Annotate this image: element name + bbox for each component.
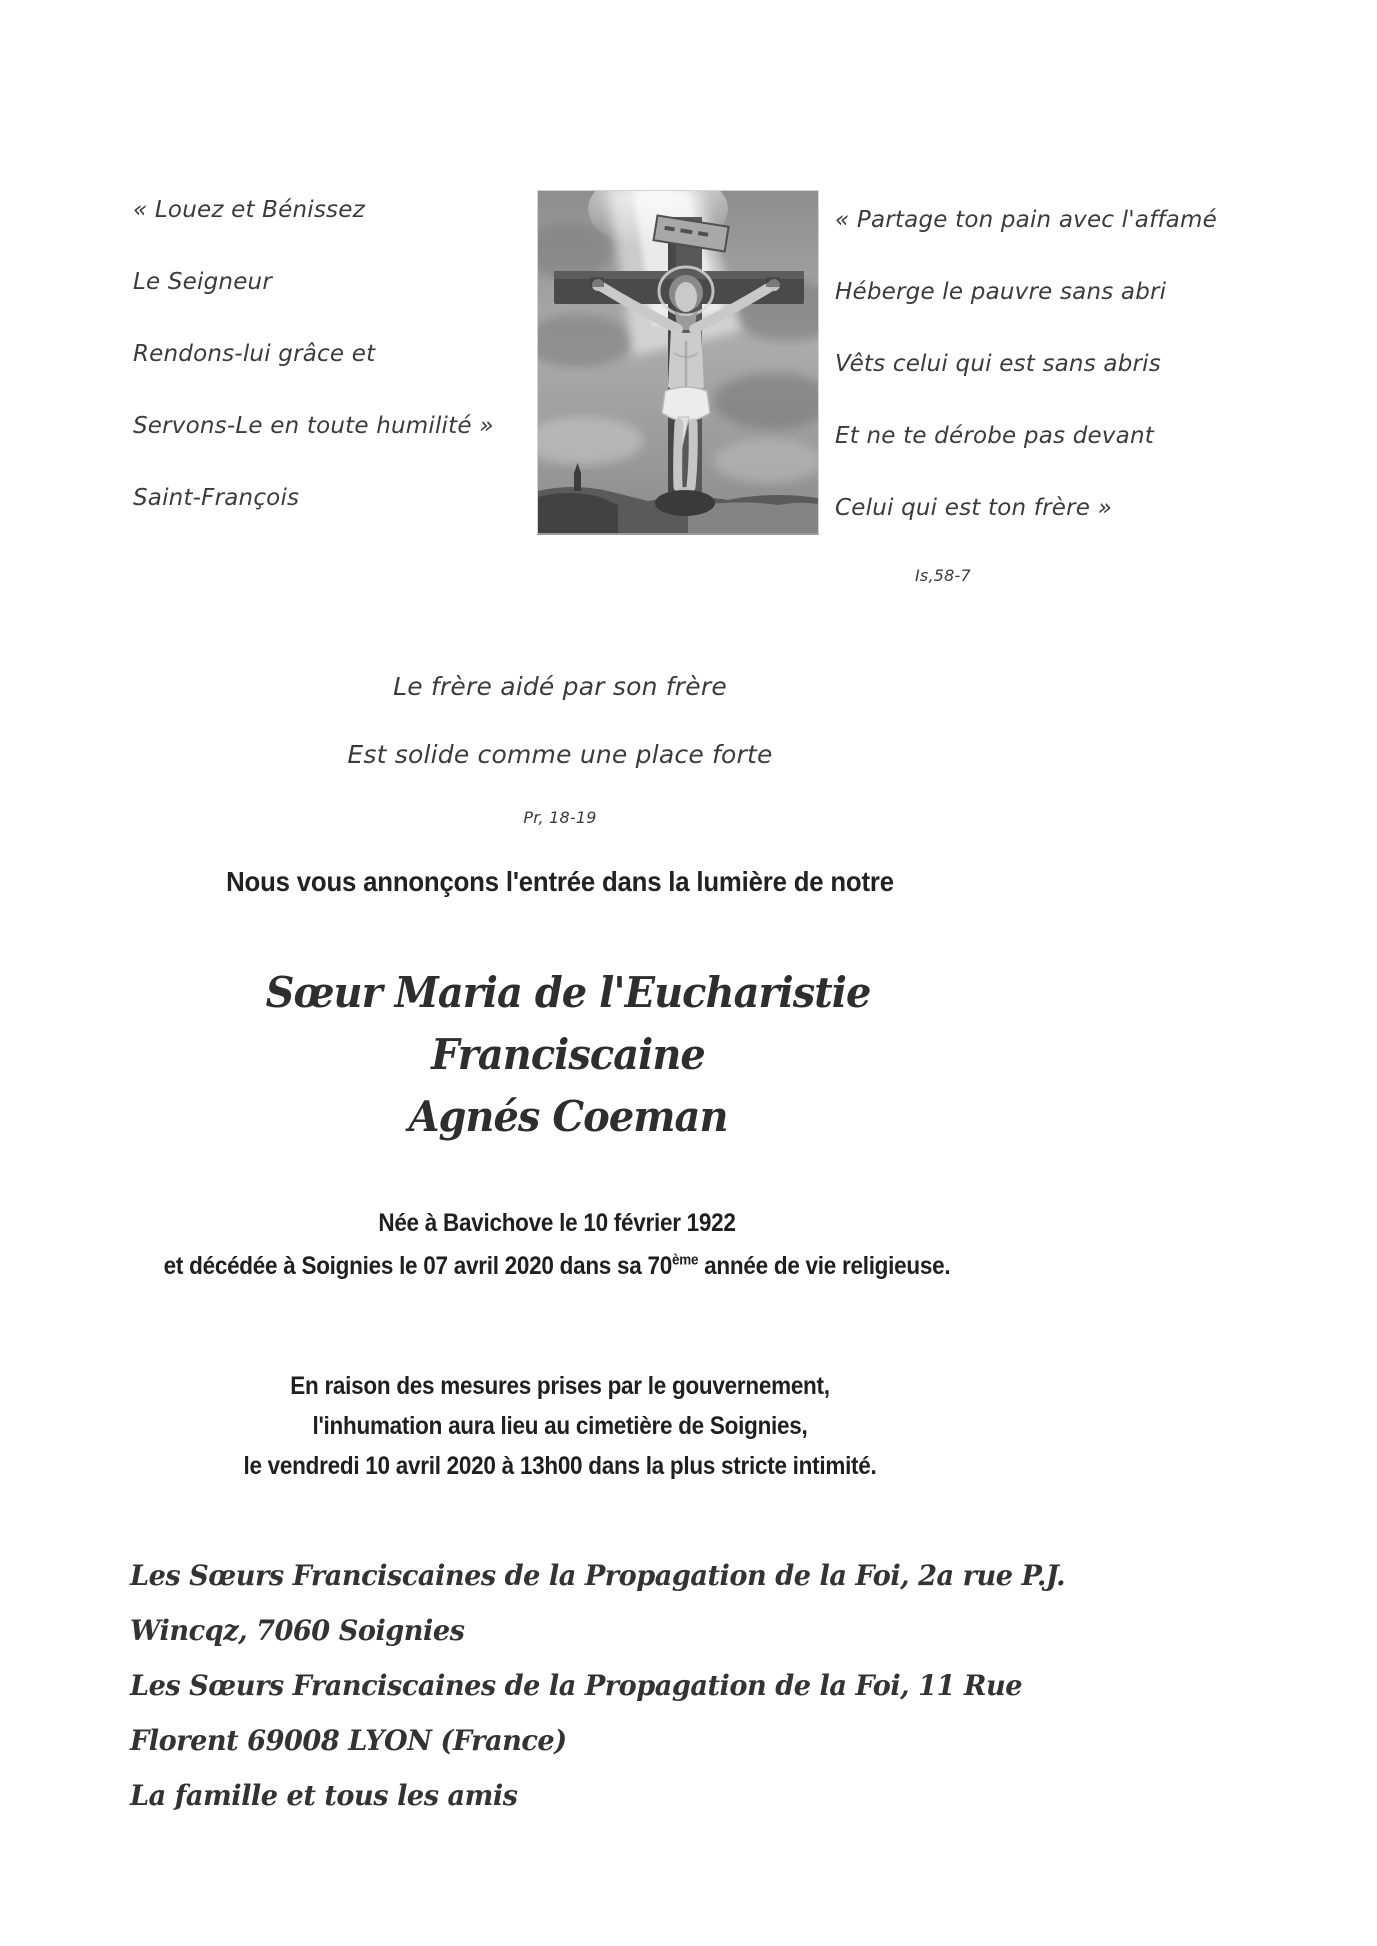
quote-line: Le frère aidé par son frère [393, 672, 727, 701]
deceased-civil-name: Agnés Coeman [408, 1092, 728, 1141]
funeral-info [56, 1366, 1064, 1486]
congregation-address-line: Les Sœurs Franciscaines de la Propagation de la Foi, 2a rue P.J. [130, 1559, 1066, 1592]
quote-attribution-saint-francois: Saint-François [133, 485, 300, 511]
scripture-reference-proverbs: Pr, 18-19 [523, 808, 597, 827]
quote-line: Servons-Le en toute humilité » [133, 413, 494, 439]
quote-line: Celui qui est ton frère » [835, 495, 1113, 521]
funeral-info-line: l'inhumation aura lieu au cimetière de Soignies, [312, 1412, 808, 1440]
deceased-order: Franciscaine [431, 1030, 705, 1079]
vital-dates [56, 1202, 1059, 1288]
right-scripture-quote [835, 206, 1355, 585]
death-info [56, 1245, 1059, 1288]
deceased-name-block [28, 962, 1107, 1148]
quote-line: « Partage ton pain avec l'affamé [835, 207, 1217, 233]
announcement-text: Nous vous annonçons l'entrée dans la lumière de notre [226, 866, 894, 897]
birth-info: Née à Bavichove le 10 février 1922 [378, 1209, 736, 1237]
deceased-religious-name: Sœur Maria de l'Eucharistie [265, 968, 871, 1017]
quote-line: Le Seigneur [133, 269, 272, 295]
congregation-address-line: Les Sœurs Franciscaines de la Propagation de la Foi, 11 Rue [130, 1669, 1023, 1702]
funeral-info-line: En raison des mesures prises par le gouvernement, [290, 1372, 830, 1400]
quote-line: « Louez et Bénissez [133, 197, 365, 223]
quote-line: Vêts celui qui est sans abris [835, 351, 1161, 377]
death-info-text: année de vie religieuse. [698, 1252, 951, 1280]
quote-line: Est solide comme une place forte [347, 740, 773, 769]
family-signature-block [130, 1548, 1066, 1823]
crucifixion-illustration [538, 191, 818, 533]
left-scripture-quote [133, 196, 533, 556]
congregation-address-line: Wincqz, 7060 Soignies [130, 1614, 465, 1647]
scripture-reference-isaiah: Is,58-7 [915, 566, 971, 585]
center-scripture-quote [0, 672, 1120, 827]
death-info-text: et décédée à Soignies le 07 avril 2020 dans sa 70 [163, 1252, 672, 1280]
quote-line: Et ne te dérobe pas devant [835, 423, 1154, 449]
congregation-address-line: Florent 69008 LYON (France) [130, 1724, 567, 1757]
quote-line: Héberge le pauvre sans abri [835, 279, 1167, 305]
crucifixion-image [537, 190, 819, 535]
ordinal-superscript: ème [671, 1251, 699, 1269]
family-line: La famille et tous les amis [130, 1779, 518, 1812]
funeral-info-line: le vendredi 10 avril 2020 à 13h00 dans la plus stricte intimité. [243, 1452, 877, 1480]
quote-line: Rendons-lui grâce et [133, 341, 376, 367]
